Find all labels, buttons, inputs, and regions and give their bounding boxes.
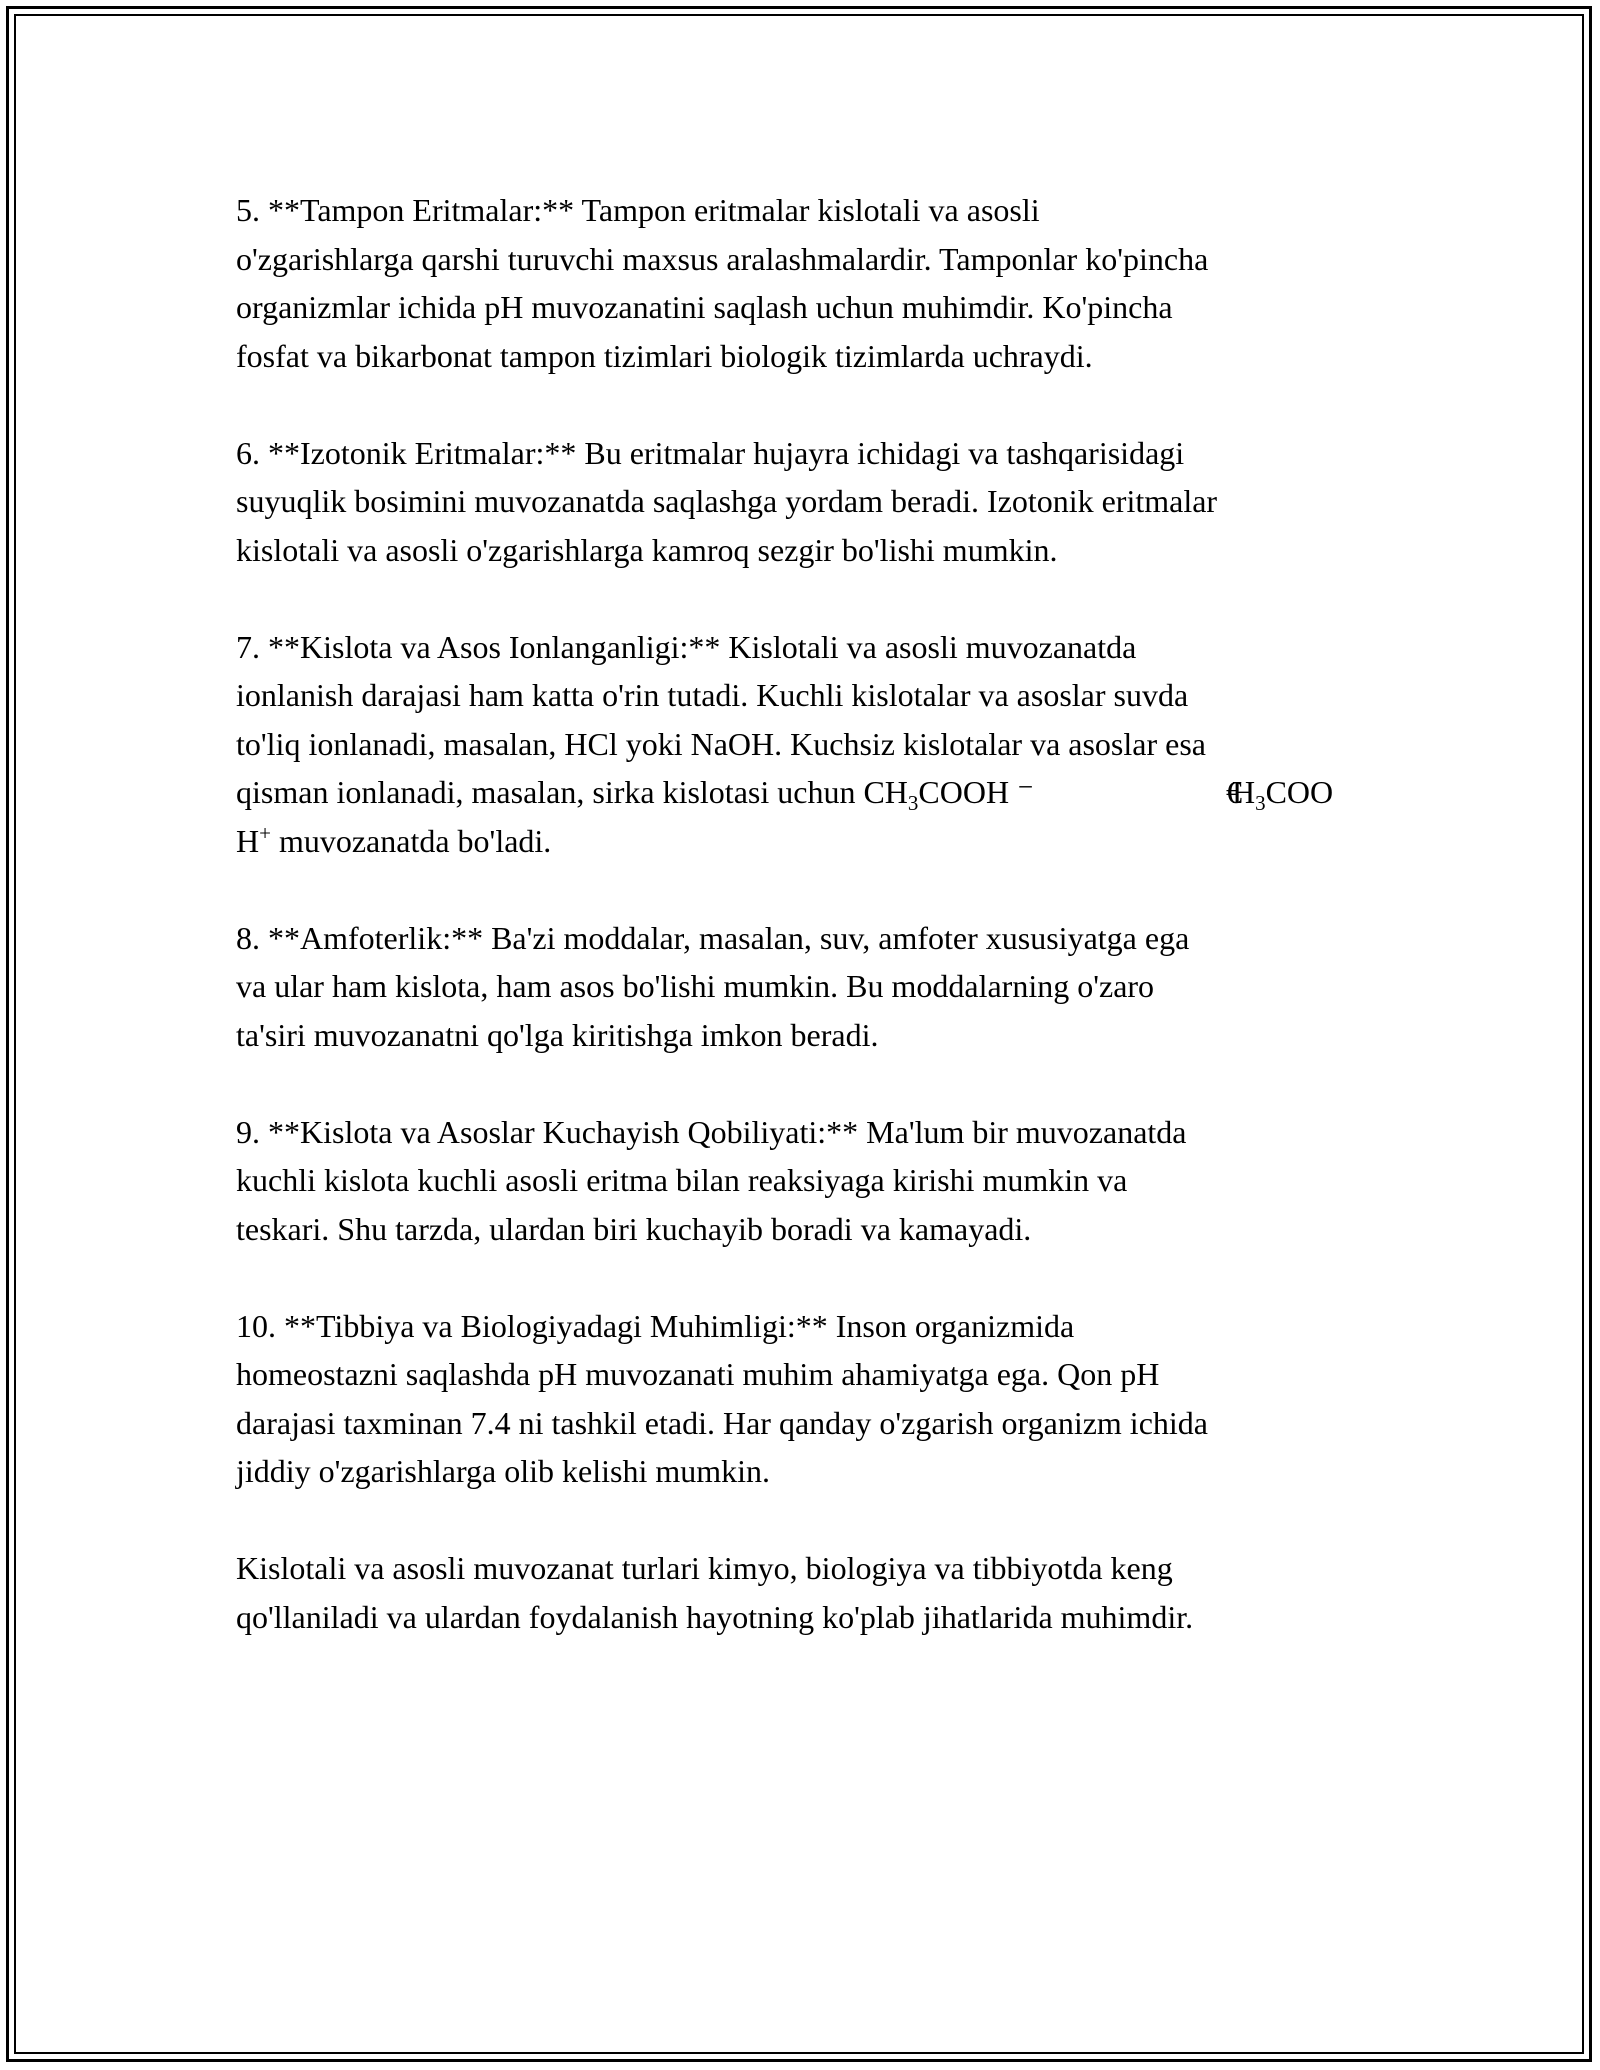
text-line: ionlanish darajasi ham katta o'rin tutadi. Kuchli kislotalar va asoslar suvda <box>236 677 1189 713</box>
text-line: suyuqlik bosimini muvozanatda saqlashga yordam beradi. Izotonik eritmalar <box>236 483 1218 519</box>
text-line: jiddiy o'zgarishlarga olib kelishi mumkin. <box>236 1453 770 1489</box>
formula-superscript: + <box>259 820 271 845</box>
text-line: teskari. Shu tarzda, ulardan biri kuchayib boradi va kamayadi. <box>236 1210 1032 1247</box>
paragraph-tampon-eritmalar <box>236 186 1396 380</box>
text-line: 9. **Kislota va Asoslar Kuchayish Qobiliyati:** Ma'lum bir muvozanatda <box>236 1113 1187 1150</box>
text-line: qo'llaniladi va ulardan foydalanish hayotning ko'plab jihatlarida muhimdir. <box>236 1598 1194 1635</box>
text-line: to'liq ionlanadi, masalan, HCl yoki NaOH. Kuchsiz kislotalar va asoslar esa <box>236 725 1206 762</box>
formula-product: COO <box>1265 774 1334 810</box>
paragraph-ionlanganlik <box>236 623 1396 866</box>
text-line: 6. **Izotonik Eritmalar:** Bu eritmalar hujayra ichidagi va tashqarisidagi <box>236 434 1185 471</box>
formula-subscript: 3 <box>907 791 919 815</box>
text-line: 5. **Tampon Eritmalar:** Tampon eritmalar kislotali va asosli <box>236 192 1040 228</box>
text-line: va ular ham kislota, ham asos bo'lishi mumkin. Bu moddalarning o'zaro <box>236 968 1155 1004</box>
formula-product-h: H <box>1231 774 1256 810</box>
text-line: 7. **Kislota va Asos Ionlanganligi:** Kislotali va asosli muvozanatda <box>236 628 1137 665</box>
text-line: ta'siri muvozanatni qo'lga kiritishga imkon beradi. <box>236 1016 879 1053</box>
formula-lead: qisman ionlanadi, masalan, sirka kislotasi uchun CH <box>236 774 908 810</box>
document-body <box>236 186 1396 1690</box>
text-line: homeostazni saqlashda pH muvozanati muhim ahamiyatga ega. Qon pH <box>236 1356 1160 1392</box>
paragraph-tibbiya-biologiya <box>236 1302 1396 1496</box>
text-line: 8. **Amfoterlik:** Ba'zi moddalar, masalan, suv, amfoter xususiyatga ega <box>236 919 1190 956</box>
text-line: kislotali va asosli o'zgarishlarga kamroq sezgir bo'lishi mumkin. <box>236 531 1058 568</box>
text-line: o'zgarishlarga qarshi turuvchi maxsus aralashmalardir. Tamponlar ko'pincha <box>236 240 1209 277</box>
formula-line <box>236 768 1396 817</box>
text-line: Kislotali va asosli muvozanat turlari kimyo, biologiya va tibbiyotda keng <box>236 1550 1173 1586</box>
paragraph-amfoterlik <box>236 914 1396 1060</box>
paragraph-conclusion <box>236 1544 1396 1641</box>
text-line: kuchli kislota kuchli asosli eritma bilan reaksiyaga kirishi mumkin va <box>236 1162 1128 1198</box>
formula-subscript: 3 <box>1255 791 1266 815</box>
formula-reactant: COOH <box>918 774 1010 810</box>
text-line: organizmlar ichida pH muvozanatini saqlash uchun muhimdir. Ko'pincha <box>236 289 1173 325</box>
formula-minus-sign: ⁻ <box>1017 774 1034 810</box>
formula-end: muvozanatda bo'ladi. <box>270 822 552 859</box>
formula-hydrogen: H <box>236 822 260 859</box>
formula-line-continued <box>236 817 1396 866</box>
paragraph-izotonik-eritmalar <box>236 429 1396 575</box>
paragraph-kuchayish-qobiliyati <box>236 1108 1396 1254</box>
text-line: 10. **Tibbiya va Biologiyadagi Muhimligi:** Inson organizmida <box>236 1307 1075 1344</box>
text-line: fosfat va bikarbonat tampon tizimlari biologik tizimlarda uchraydi. <box>236 337 1093 374</box>
equilibrium-arrow-icon: € <box>1225 774 1232 810</box>
text-line: darajasi taxminan 7.4 ni tashkil etadi. Har qanday o'zgarish organizm ichida <box>236 1404 1208 1441</box>
